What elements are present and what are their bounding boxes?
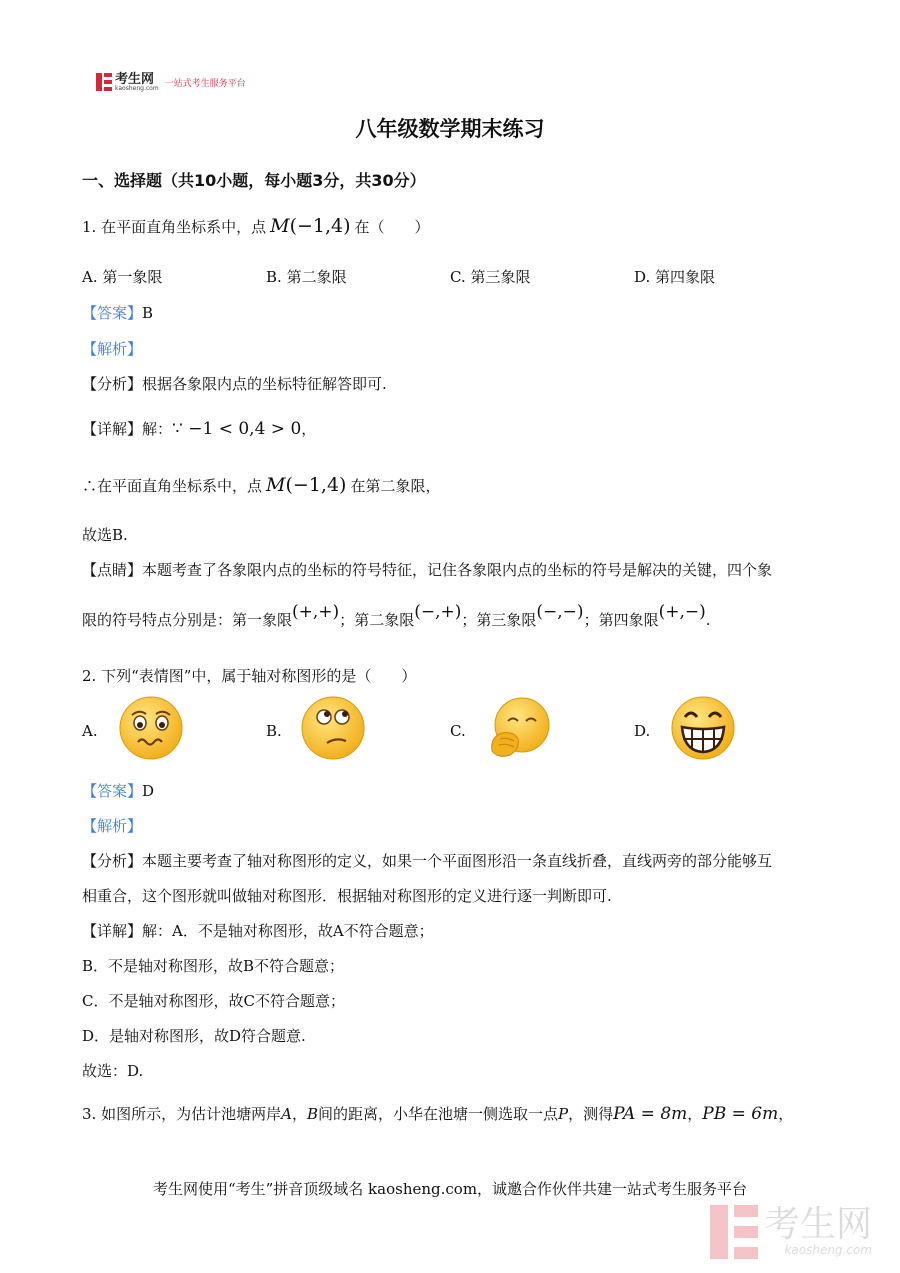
- watermark-mark-icon: [710, 1205, 758, 1259]
- q1-point-coords: (−1,4): [289, 215, 351, 237]
- logo-mark-icon: [96, 73, 112, 91]
- q2-option-b-letter[interactable]: B.: [266, 722, 282, 740]
- q2-choose: 故选：D.: [82, 1062, 144, 1080]
- thinking-face-icon[interactable]: [300, 695, 366, 761]
- q2-fenxi-line1: 【分析】本题主要考查了轴对称图形的定义，如果一个平面图形沿一条直线折叠，直线两旁的部分能够互: [82, 852, 773, 870]
- q2-analysis-tag: 【解析】: [82, 817, 143, 835]
- logo-slogan: 一站式考生服务平台: [164, 78, 246, 89]
- q1-sign-first: (+,+): [292, 602, 340, 622]
- q2-fenxi-line2: 相重合，这个图形就叫做轴对称图形．根据轴对称图形的定义进行逐一判断即可.: [82, 887, 612, 905]
- q2-option-a-letter[interactable]: A.: [82, 722, 98, 740]
- watermark-domain: kaosheng.com: [784, 1243, 872, 1257]
- page-footer: 考生网使用“考生”拼音顶级域名 kaosheng.com，诚邀合作伙伴共建一站式考生服务平台: [152, 1180, 748, 1198]
- q3-point-a: A: [281, 1105, 292, 1123]
- document-title: 八年级数学期末练习: [355, 117, 545, 141]
- q2-detail-b: B．不是轴对称图形，故B不符合题意；: [82, 957, 345, 975]
- q1-dianjing-line2: 限的符号特点分别是：第一象限(+,+)；第二象限(−,+)；第三象限(−,−)；第四象限(+,−).: [82, 602, 711, 629]
- q3-pa: PA = 8m: [613, 1104, 688, 1124]
- header-logo: [96, 70, 246, 94]
- q1-dianjing-line1: 【点睛】本题考查了各象限内点的坐标的符号特征，记住各象限内点的坐标的符号是解决的关键，四个象: [82, 561, 773, 579]
- q2-stem: 2. 下列“表情图”中，属于轴对称图形的是（ ）: [82, 667, 417, 685]
- q1-option-a[interactable]: A. 第一象限: [82, 268, 163, 286]
- q1-answer: 【答案】B: [82, 304, 154, 322]
- watermark-name: 考生网: [763, 1204, 872, 1245]
- q2-option-c-letter[interactable]: C.: [450, 722, 466, 740]
- q2-detail-d: D．是轴对称图形，故D符合题意.: [82, 1027, 306, 1045]
- q1-detail: 【详解】解：∵ −1 < 0,4 > 0，: [82, 419, 317, 439]
- q1-sign-fourth: (+,−): [658, 602, 706, 622]
- grinning-face-icon[interactable]: [670, 695, 736, 761]
- watermark-logo: [710, 1205, 872, 1259]
- q2-detail-c: C．不是轴对称图形，故C不符合题意；: [82, 992, 345, 1010]
- worried-face-icon[interactable]: [118, 695, 184, 761]
- q2-option-d-letter[interactable]: D.: [634, 722, 651, 740]
- q1-point-label: M: [270, 215, 290, 237]
- q1-detail-math: ∵ −1 < 0,4 > 0: [172, 419, 302, 439]
- q1-fenxi: 【分析】根据各象限内点的坐标特征解答即可.: [82, 375, 387, 393]
- q1-therefore: ∴在平面直角坐标系中，点 M(−1,4) 在第二象限，: [82, 474, 441, 496]
- q1-choose: 故选B.: [82, 526, 128, 544]
- q1-stem-end: 在（ ）: [354, 218, 430, 236]
- q3-stem: 3. 如图所示，为估计池塘两岸A，B间的距离，小华在池塘一侧选取一点P，测得PA = 8m，PB = 6m，: [82, 1104, 794, 1124]
- q2-answer: 【答案】D: [82, 782, 155, 800]
- q2-detail-a: 【详解】解：A．不是轴对称图形，故A不符合题意；: [82, 922, 434, 940]
- logo-name: 考生网: [115, 71, 155, 87]
- q3-point-b: B: [306, 1105, 318, 1123]
- q1-analysis-tag: 【解析】: [82, 340, 143, 358]
- q1-sign-second: (−,+): [414, 602, 462, 622]
- q3-point-p: P: [558, 1105, 569, 1123]
- logo-domain: kaosheng.com: [115, 84, 159, 92]
- section-heading: 一、选择题（共10小题，每小题3分，共30分）: [82, 171, 426, 190]
- q3-pb: PB = 6m: [702, 1104, 779, 1124]
- q1-sign-third: (−,−): [536, 602, 584, 622]
- q1-option-b[interactable]: B. 第二象限: [266, 268, 347, 286]
- q1-stem: [82, 215, 430, 237]
- shy-face-icon[interactable]: [486, 695, 552, 761]
- q1-option-d[interactable]: D. 第四象限: [634, 268, 716, 286]
- q1-option-c[interactable]: C. 第三象限: [450, 268, 531, 286]
- q1-stem-text: 1. 在平面直角坐标系中，点: [82, 218, 267, 236]
